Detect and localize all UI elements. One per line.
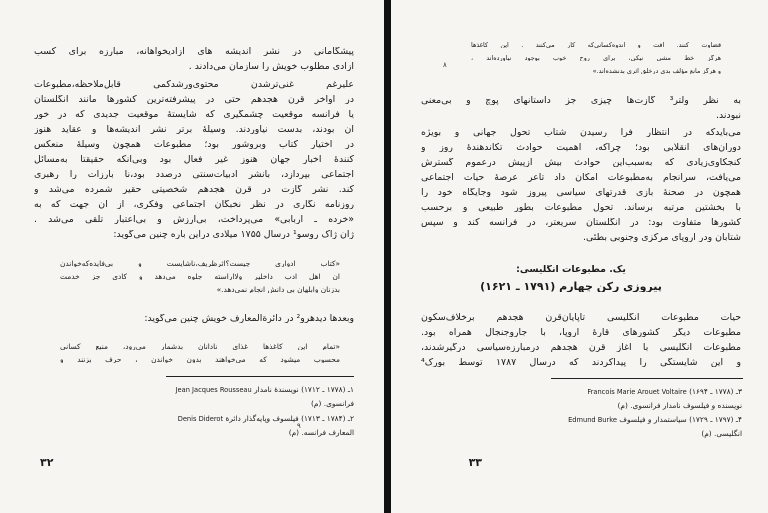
right-page xyxy=(391,0,768,513)
body-line: ژان ژاک روسو¹ درسال ۱۷۵۵ میلادی دراین باره چنین می‌گوید: xyxy=(113,230,354,240)
margin-mark: ۹ xyxy=(297,422,301,430)
body-line: نبودند. xyxy=(716,111,741,121)
footnote-2-cont: المعارف فرانسه. (م) xyxy=(288,428,354,437)
quote-line: هرگز خط مشی نیکی، برای روح خوب بوجود نیاورده‌اند ، xyxy=(471,55,721,62)
section-title: یک. مطبوعات انگلیسی: xyxy=(516,265,626,275)
quote-line: و هرگز مانع مؤلف بدی درخلق اثری بدنشده‌اند.» xyxy=(592,68,721,75)
body-line: علیرغم غنی‌ترشدن محتوی‌ورشدکمی قابل‌ملاحظه،مطبوعات xyxy=(34,80,354,90)
footnote-latin-name: Edmund Burke xyxy=(568,415,617,424)
footnote-text: ۱ـ (۱۷۷۸ ـ ۱۷۱۲) نویسندهٔ نامدار xyxy=(254,385,354,394)
body-line: کشورها متفاوت بود: در انگلستان سریعتر، در فرانسه کند و سپس xyxy=(421,218,741,228)
body-line: مطبوعات انگلیسی با آغاز قرن هجدهم درمبارزه‌سیاسی درگیرشدند، xyxy=(421,343,741,353)
body-line: «خرده ـ اربابی» می‌پرداخت، بی‌ارزش و بی‌اعتبار تلقی می‌شد . xyxy=(34,215,354,225)
footnote-2 xyxy=(178,415,354,422)
section-subtitle: پیروزی رکن چهارم (۱۷۹۱ ـ ۱۶۲۱) xyxy=(480,281,662,292)
body-line: و این شایستگی را پیداکردند که درسال ۱۷۸۷ توسط بورک⁴ xyxy=(421,358,741,368)
footnote-latin-name: Francois Marie Arouet Voltaire xyxy=(587,387,687,396)
page-number: ۳۲ xyxy=(40,456,54,469)
body-line: دوران‌های انقلابی بود؛ چراکه، اهمیت حوادث تکاندهندهٔ روز و xyxy=(421,143,741,153)
footnote-text: ۴ـ (۱۷۹۷ ـ ۱۷۲۹) سیاستمدار و فیلسوف xyxy=(619,415,742,424)
body-line: آزادی مطلوب خویش را سازمان می‌دادند . xyxy=(188,62,354,72)
quote-line: «تمام این کاغذها غذای نادانان بدشمار می‌رود، منبع کسانی xyxy=(60,343,340,351)
footnote-latin-name: Denis Diderot xyxy=(177,414,224,423)
footnote-rule xyxy=(551,378,743,379)
body-line: همچون در صحنهٔ بازی قدرتهای سیاسی پیروز شود وجایگاه خود را xyxy=(421,188,741,198)
footnote-1 xyxy=(176,386,354,393)
body-line: در اواخر قرن هجدهم حتی در پیشرفته‌ترین کشورها مانند انگلستان xyxy=(34,95,354,105)
margin-mark: ۸ xyxy=(443,61,447,69)
quote-line: قضاوت کنند. آفت و اندوه‌کسانی‌که کار می‌کنند . این کاغذها xyxy=(471,42,721,49)
body-line: کند. نشر گازت در قرن هجدهم شخصیتی حقیر شمرده می‌شد و xyxy=(34,185,354,195)
footnote-rule xyxy=(166,376,354,377)
body-line: کنجکاوی‌زیادی که به‌سبب‌این حوادث بیش ازپیش درعموم گسترش xyxy=(421,158,741,168)
book-gutter xyxy=(384,0,391,513)
body-line: اجتماعی بپردازد، بانشر ادبیات‌سنتی درصدد بود،نا بارزات را رهبری xyxy=(34,170,354,180)
body-line: شتابان ودر اروپای مرکزی وجنوبی بطئی. xyxy=(583,233,741,243)
footnote-1-cont: فرانسوی. (م) xyxy=(311,399,354,408)
footnote-text: ۲ـ (۱۷۸۴ ـ ۱۷۱۳) فیلسوف وپایه‌گذار دائرة xyxy=(225,414,354,423)
body-line: مطبوعات دیگر کشورهای قارهٔ اروپا، با جاروجنجال همراه بود. xyxy=(421,328,741,338)
quote-line: محسوب میشود که می‌خواهند بدون خواندن ، حرف بزنند و xyxy=(60,356,340,364)
quote-line: بدزنان وابلهان بی دانش انجام نمی‌دهد.» xyxy=(216,286,340,294)
body-line: حیات مطبوعات انگلیسی تاپایان‌قرن هجدهم برخلاف‌سکون xyxy=(421,313,741,323)
footnote-text: ۳ـ (۱۷۷۸ ـ ۱۶۹۴) xyxy=(689,387,742,396)
body-line: وبعدها دیدهرو² در دائرةالمعارف خویش چنین می‌گوید: xyxy=(144,314,354,324)
quote-line: «کتاب ادواری چیست؟اثرظریف،ناشایست و بی‌فایده‌که‌خواندن xyxy=(60,260,340,268)
page-number: ۳۳ xyxy=(468,456,482,469)
body-line: با بخشتین مرتبه برساند. تحول مطبوعات بطور طبیعی و برحسب xyxy=(421,203,741,213)
footnote-3-cont: نویسنده و فیلسوف نامدار فرانسوی. (م) xyxy=(617,401,742,410)
body-line: می‌یافت، سرانجام به‌مطبوعات امکان داد تاعر عرصهٔ حیات اجتماعی xyxy=(421,173,741,183)
body-line: کنندهٔ اخبار جهان هنوز غیر فعال بود وبی‌آنکه حقیقتاً به‌مسائل xyxy=(34,155,354,165)
body-line: آن بودند، بدست نیاوردند. وسیلهٔ برتر نشر اندیشه‌ها و عقاید هنوز xyxy=(34,125,354,135)
body-line: می‌بایدکه در انتظار فرا رسیدن شتاب تحول جهانی و بویژه xyxy=(421,128,741,138)
quote-line: آن اهل ادب داخلیر ولاآراسته جلوه می‌دهد و کادی جز خدمت xyxy=(60,273,340,281)
body-line: پیشگامانی در نشر اندیشه های آزادیخواهانه، مبارزه برای کسب xyxy=(34,47,354,57)
body-line: به نظر ولتر³ گازت‌ها چیزی جز داستانهای پوچ و بی‌معنی xyxy=(421,96,741,106)
footnote-4 xyxy=(568,416,742,423)
footnote-4-cont: انگلیسی. (م) xyxy=(701,429,742,438)
body-line: یا فرانسه موقعیت چشمگیری که شایستهٔ موقعیت جدیدی که در خور xyxy=(34,110,354,120)
body-line: در اختیار کتاب وبروشور بود؛ مطبوعات همچون وسیلهٔ منعکس xyxy=(34,140,354,150)
body-line: روزنامه نگاری در نظر نخبگان اجتماعی وفکری، از آن جهت که به xyxy=(34,200,354,210)
footnote-latin-name: Jean Jacques Rousseau xyxy=(175,385,252,394)
footnote-3 xyxy=(587,388,742,395)
